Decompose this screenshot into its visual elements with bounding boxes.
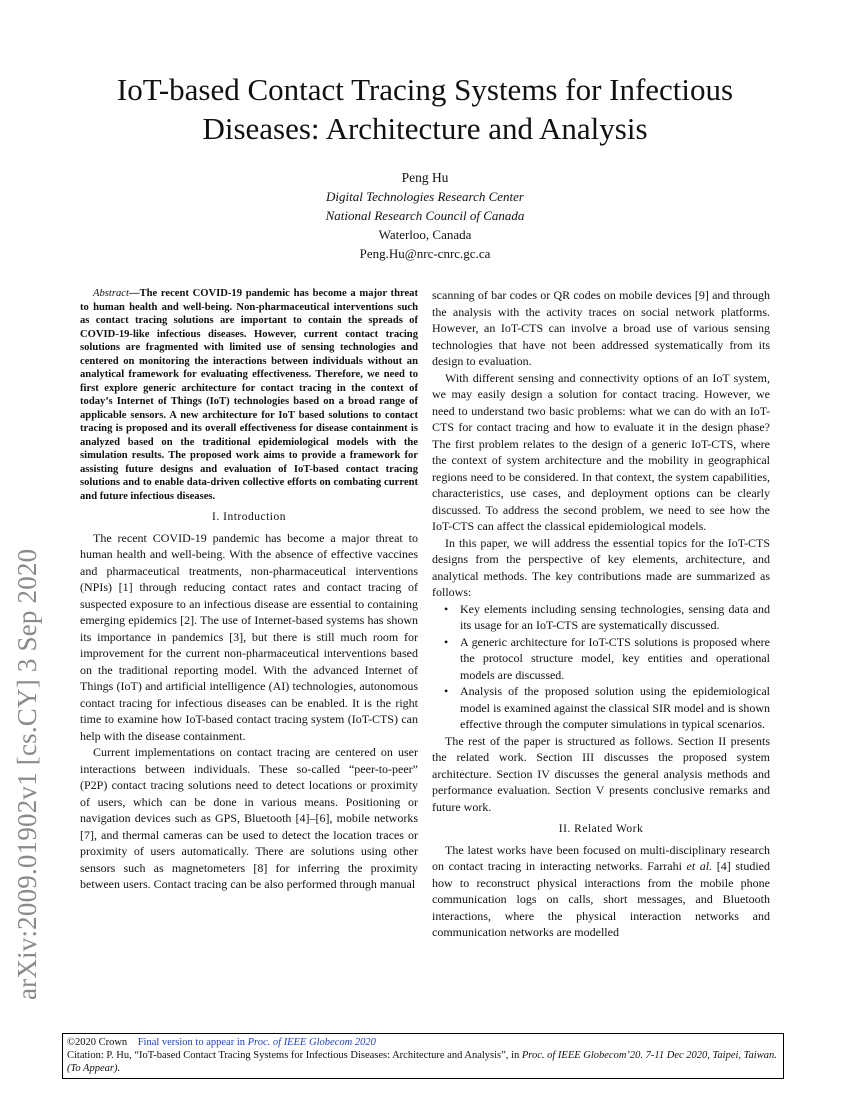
section-heading-introduction: I. Introduction — [212, 511, 286, 523]
contributions-list — [432, 601, 770, 733]
abstract-label: Abstract — [93, 288, 129, 299]
author-email: Peng.Hu@nrc-cnrc.gc.ca — [359, 246, 491, 261]
citation-prefix: Citation: P. Hu, “IoT-based Contact Tracing Systems for Infectious Diseases: Architecture and Analysis”, in — [67, 1050, 522, 1061]
final-version-link[interactable] — [138, 1037, 376, 1048]
left-column — [80, 287, 418, 893]
arxiv-identifier-text: arXiv:2009.01902v1 [cs.CY] 3 Sep 2020 — [12, 548, 42, 1000]
author-name: Peng Hu — [401, 170, 449, 185]
paragraph: The rest of the paper is structured as follows. Section II presents the related work. Section III discusses the proposed system architecture. Section IV discusses the general analysis methods and performance evaluation. Section V presents conclusive remarks and future work. — [432, 733, 770, 814]
citation-venue: Proc. of IEEE Globecom’20. 7-11 Dec 2020, Taipei, Taiwan. (To Appear). — [67, 1050, 777, 1074]
section-heading-related-work: II. Related Work — [558, 823, 644, 835]
footer-line-1 — [67, 1036, 779, 1049]
right-column — [432, 287, 770, 941]
paragraph: With different sensing and connectivity options of an IoT system, we may easily design a solution for contact tracing. However, we need to understand two basic problems: what we can do with an IoT-CTS for contact tracing and how to evaluate it in the design phase? The first problem relates to the design of a generic IoT-CTS, where the context of system architecture and the mobility in geographical regions need to be considered. In that context, the system capabilities, characteristics, use cases, and deployment options can be clearly discussed. To address the second problem, we need to see how the IoT-CTS can affect the classical epidemiological models. — [432, 370, 770, 533]
related-text-1: The latest works have been focused on multi-disciplinary research on contact tracing in interacting networks. Farrahi — [432, 842, 770, 873]
related-text-2: [4] studied how to reconstruct physical interactions from the mobile phone communication logs on calls, short messages, and Bluetooth interactions, where the physical interaction networks and communication networks are modelled — [432, 859, 770, 939]
paragraph: Current implementations on contact tracing are centered on user interactions between individuals. These so-called “peer-to-peer” (P2P) contact tracing solutions need to detect locations or proximity of users, which can be done in various means. Positioning or navigation devices such as GPS, Bluetooth [4]–[6], mobile networks [7], and thermal cameras can be used to detect the location traces or proximity of users automatically. There are solutions using other sensors such as magnetometers [8] for inferring the proximity between users. Contact tracing can be also performed through manual — [80, 745, 418, 891]
paragraph: In this paper, we will address the essential topics for the IoT-CTS designs from the perspective of key elements, architecture, and analytical methods. The key contributions made are summarized as follows: — [432, 535, 770, 599]
author-block — [200, 168, 650, 263]
paragraph: The recent COVID-19 pandemic has become a major threat to human health and well-being. With the absence of effective vaccines and pharmaceutical treatments, non-pharmaceutical interventions (NPIs) [1] through reducing contact rates and contact tracing of suspected exposure to an infectious disease are essential to containing emerging epidemics [2]. The use of Internet-based systems has shown its importance in pandemics [3], but there is still much room for improvement for the current non-pharmaceutical interventions based on the traditional reporting model. With the advanced Internet of Things (IoT) and artificial intelligence (AI) technologies, autonomous contact tracing for infectious diseases can be enabled. It is the right time to examine how IoT-based contact tracing system (IoT-CTS) can help with the disease containment. — [80, 530, 418, 743]
author-location: Waterloo, Canada — [378, 227, 472, 242]
list-item: • A generic architecture for IoT-CTS solutions is proposed where the protocol structure model, key entities and operational models are discussed. — [452, 634, 770, 684]
abstract — [80, 287, 418, 503]
author-affiliation-2: National Research Council of Canada — [325, 208, 525, 223]
footer-citation-box — [62, 1033, 784, 1079]
link-venue[interactable]: Proc. of IEEE Globecom 2020 — [247, 1037, 376, 1048]
copyright: ©2020 Crown — [67, 1037, 128, 1048]
et-al: et al. — [686, 859, 713, 873]
paragraph — [432, 842, 770, 941]
abstract-text: —The recent COVID-19 pandemic has become a major threat to human health and well-being. Non-pharmaceutical interventions such as contact tracing solutions are important to contain the spreads of COVID-19-like infectious diseases. However, current contact tracing solutions are fragmented with limited use of sensing technologies and centered on monitoring the interactions between individuals without an analytical framework for evaluating effectiveness. Therefore, we need to first explore generic architecture for contact tracing in the context of today’s Internet of Things (IoT) technologies based on a broad range of applicable sensors. A new architecture for IoT based solutions to contact tracing is proposed and its overall effectiveness for disease containment is analyzed based on the traditional epidemiological models with the simulation results. The proposed work aims to provide a framework for assisting future designs and evaluation of IoT-based contact tracing solutions and to enable data-driven collective efforts on combating current and future infectious diseases. — [80, 288, 418, 502]
paper-title: IoT-based Contact Tracing Systems for Infectious Diseases: Architecture and Analysis — [116, 72, 734, 146]
link-text[interactable]: Final version to appear in — [137, 1037, 248, 1048]
paragraph-continued: scanning of bar codes or QR codes on mobile devices [9] and through the analysis with the activity traces on social network platforms. However, an IoT-CTS can involve a broad use of various sensing technologies that have not been addressed systematically from its design to evaluation. — [432, 288, 770, 368]
list-item: • Key elements including sensing technologies, sensing data and its usage for an IoT-CTS are systematically discussed. — [452, 601, 770, 634]
list-item: • Analysis of the proposed solution using the epidemiological model is examined against the classical SIR model and is shown effective through the computer simulations in typical scenarios. — [452, 683, 770, 733]
footer-citation — [67, 1049, 779, 1075]
author-affiliation-1: Digital Technologies Research Center — [326, 189, 524, 204]
